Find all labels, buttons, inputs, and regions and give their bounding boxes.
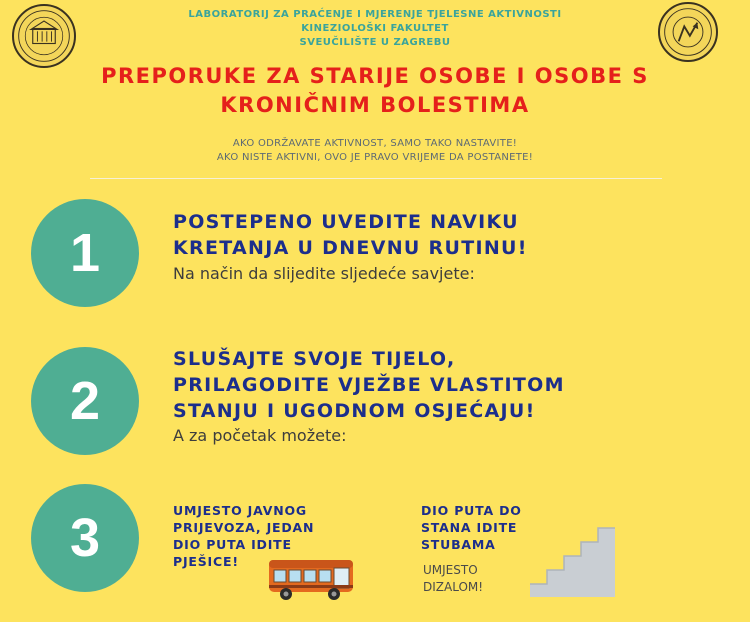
tip-stairs-sub-line: UMJESTO	[423, 563, 478, 577]
lab-line: LABORATORIJ ZA PRAĆENJE I MJERENJE TJELESNE AKTIVNOSTI	[188, 9, 562, 20]
step-1-subtext: Na način da slijedite sljedeće savjete:	[173, 264, 475, 283]
title-line-1: PREPORUKE ZA STARIJE OSOBE I OSOBE S	[101, 64, 649, 88]
step-1-number-circle: 1	[31, 199, 139, 307]
tip-stairs-subtext	[423, 562, 483, 596]
faculty-line: KINEZIOLOŠKI FAKULTET	[301, 23, 449, 34]
tip-walk-line: UMJESTO JAVNOG	[173, 503, 307, 518]
step-2-heading-line: SLUŠAJTE SVOJE TIJELO,	[173, 348, 456, 370]
subtitle-line-1: AKO ODRŽAVATE AKTIVNOST, SAMO TAKO NASTAVITE!	[232, 138, 518, 149]
tip-walk-line: PRIJEVOZA, JEDAN	[173, 520, 315, 535]
stairs-icon	[530, 514, 615, 597]
step-2-heading-line: PRILAGODITE VJEŽBE VLASTITOM	[173, 374, 565, 396]
divider	[90, 178, 662, 179]
university-seal-logo	[12, 4, 76, 68]
faculty-seal-logo	[658, 2, 718, 62]
step-2-heading	[173, 346, 565, 424]
step-2-heading-line: STANJU I UGODNOM OSJEĆAJU!	[173, 400, 536, 422]
step-3-number-circle: 3	[31, 484, 139, 592]
step-2-subtext: A za početak možete:	[173, 426, 347, 445]
page-title	[60, 62, 690, 120]
tip-stairs-line: STUBAMA	[421, 537, 496, 552]
step-1-heading-line: POSTEPENO UVEDITE NAVIKU	[173, 211, 519, 233]
tip-stairs-sub-line: DIZALOM!	[423, 580, 484, 594]
page-subtitle	[120, 137, 630, 165]
step-1-heading	[173, 209, 528, 261]
tip-walk-line: PJEŠICE!	[173, 554, 239, 569]
university-line: SVEUČILIŠTE U ZAGREBU	[299, 37, 451, 48]
tip-stairs-line: STANA IDITE	[421, 520, 518, 535]
bus-icon	[266, 554, 356, 604]
step-2-number-circle: 2	[31, 347, 139, 455]
tip-walk-line: DIO PUTA IDITE	[173, 537, 292, 552]
title-line-2: KRONIČNIM BOLESTIMA	[220, 93, 530, 117]
tip-stairs-line: DIO PUTA DO	[421, 503, 522, 518]
subtitle-line-2: AKO NISTE AKTIVNI, OVO JE PRAVO VRIJEME DA POSTANETE!	[216, 152, 534, 163]
lab-header	[150, 8, 600, 50]
step-1-heading-line: KRETANJA U DNEVNU RUTINU!	[173, 237, 528, 259]
